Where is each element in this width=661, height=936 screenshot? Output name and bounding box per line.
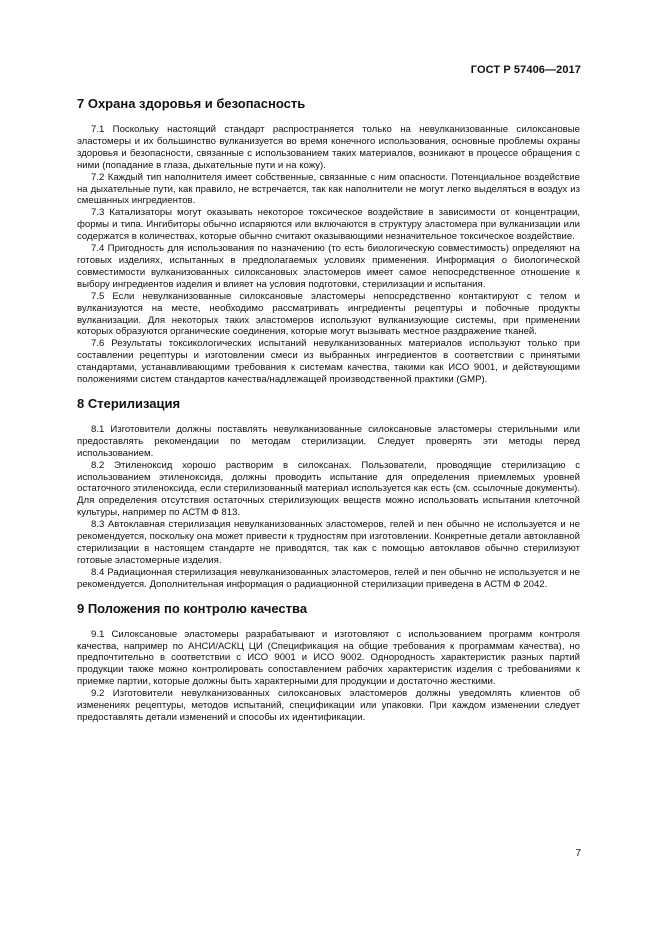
paragraph: 8.4 Радиационная стерилизация невулканизованных эластомеров, гелей и пен обычно не используется и не рекомендуется. Дополнительная информация о радиационной стерилизации приведена в АСТМ Ф 2042. xyxy=(77,566,580,590)
paragraph: 8.1 Изготовители должны поставлять невулканизованные силоксановые эластомеры стерильными или предоставлять рекомендации по методам стерилизации. Следует проверять эти методы перед использованием. xyxy=(77,423,580,459)
section-heading: 9 Положения по контролю качества xyxy=(77,600,308,616)
section-health-safety xyxy=(77,96,580,386)
paragraph: 7.2 Каждый тип наполнителя имеет собственные, связанные с ним опасности. Потенциальное воздействие на дыхательные пути, как правило, не встречается, так как наполнители не могут легко выделяться в воздух из смешанных ингредиентов. xyxy=(77,171,580,207)
paragraph: 7.3 Катализаторы могут оказывать некоторое токсическое воздействие в зависимости от концентрации, формы и типа. Ингибиторы обычно испаряются или включаются в структуру эластомера при вулканизации или содержатся в количествах, которые обычно считают оказывающими незначительное токсическое воздействие. xyxy=(77,207,580,243)
document-body xyxy=(77,96,580,724)
paragraph: 9.1 Силоксановые эластомеры разрабатывают и изготовляют с использованием программ контроля качества, например по АНСИ/АСКЦ ЦИ (Спецификация на общие требования к программам качества), но предпочтительно в соответствии с ИСО 9001 и ИСО 9002. Однородность характеристик разных партий продукции также можно контролировать сопоставлением рабочих характеристик изделия с требованиями к приемке партии, которые должны быть характерными для продукции и достаточно жесткими. xyxy=(77,628,580,688)
paragraph: 8.2 Этиленоксид хорошо растворим в силоксанах. Пользователи, проводящие стерилизацию с использованием этиленоксида, должны проводить испытание для определения приемлемых уровней остаточного этиленоксида, если стерилизованный материал используется как есть (см. ссылочные документы). Для определения отсутствия остаточных стерилизующих веществ можно использовать испытания клеточной культуры, например по АСТМ Ф 813. xyxy=(77,459,580,519)
section-heading: 8 Стерилизация xyxy=(77,395,181,411)
section-sterilization xyxy=(77,396,580,591)
paragraph: 9.2 Изготовители невулканизованных силоксановых эластомеров должны уведомлять клиентов об изменениях рецептуры, методов испытаний, спецификации или упаковки. При каждом изменении следует предоставлять детали изменений и способы их идентификации. xyxy=(77,688,580,723)
paragraph: 7.4 Пригодность для использования по назначению (то есть биологическую совместимость) определяют на готовых изделиях, испытанных в предполагаемых условиях применения. Информация о биологической совместимости вулканизованных силоксановых эластомеров имеет самое непосредственное отношение к выбору ингредиентов изделия и влияет на условия подготовки, стерилизации и испытания. xyxy=(77,243,580,290)
page-number: 7 xyxy=(575,848,581,859)
section-quality-control xyxy=(77,601,580,724)
paragraph: 7.1 Поскольку настоящий стандарт распространяется только на невулканизованные силоксановые эластомеры и их большинство вулканизуется во время конечного использования, основные проблемы охраны здоровья и безопасности, связанные с использованием таких материалов, возникают в процессе обращения с ними (попадание в глаза, дыхательные пути и на кожу). xyxy=(77,124,580,171)
paragraph: 7.5 Если невулканизованные силоксановые эластомеры непосредственно контактируют с телом и вулканизуются на месте, необходимо рассматривать ингредиенты рецептуры и побочные продукты вулканизации. Для некоторых таких эластомеров используют вулканизующие системы, при применении которых образуются органические соединения, которые могут вызывать местное раздражение тканей. xyxy=(77,290,580,338)
document-id: ГОСТ Р 57406—2017 xyxy=(470,64,581,76)
paragraph: 8.3 Автоклавная стерилизация невулканизованных эластомеров, гелей и пен обычно не используется и не рекомендуется, поскольку она может привести к трудностям при изготовлении. Конкретные детали автоклавной стерилизации в настоящем стандарте не приводятся, так как с помощью автоклавов обычно стерилизуют готовые эластомерные изделия. xyxy=(77,519,580,566)
paragraph: 7.6 Результаты токсикологических испытаний невулканизованных материалов используют только при составлении рецептуры и изготовлении смеси из выбранных ингредиентов в соответствии с принятыми стандартами, устанавливающими требования к системам качества, такими как ИСО 9001, и действующими положениями систем стандартов качества/надлежащей производственной практики (GMP). xyxy=(77,338,580,386)
section-heading: 7 Охрана здоровья и безопасность xyxy=(77,96,306,111)
